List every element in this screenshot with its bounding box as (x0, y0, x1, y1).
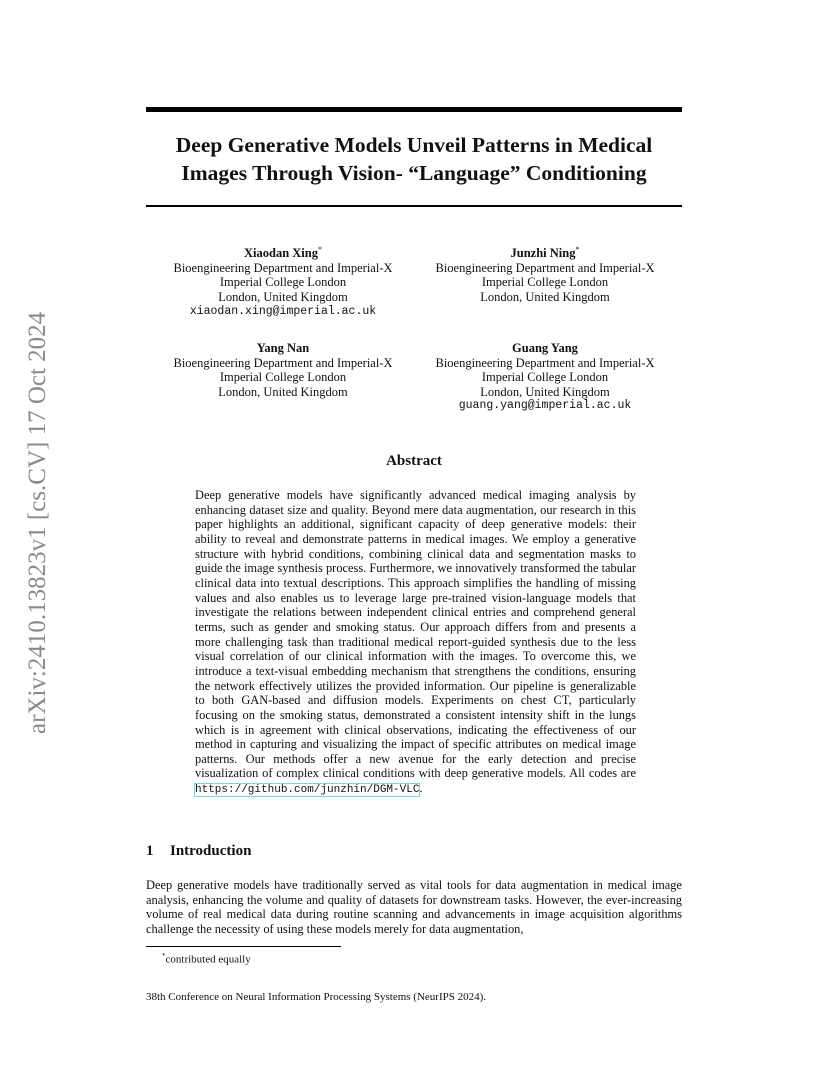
title-top-rule (146, 107, 682, 112)
author-block-yang (415, 341, 675, 414)
author-institution: Imperial College London (219, 275, 347, 290)
author-department: Bioengineering Department and Imperial-X (435, 355, 655, 370)
author-location: London, United Kingdom (480, 384, 610, 399)
abstract-body: Deep generative models have significantly advanced medical imaging analysis by enhancing dataset size and quality. Beyond mere data augmentation, our research in this paper highlights an additional, significant capacity of deep generative models: their ability to reveal and demonstrate patterns in medical images. We employ a generative structure with hybrid conditions, combining clinical data and segmentation masks to guide the image synthesis process. Furthermore, we innovatively transformed the tabular clinical data into textual descriptions. This approach simplifies the handling of missing values and also enables us to leverage large pre-trained vision-language models that investigate the relations between independent clinical entries and comprehend general terms, such as gender and smoking status. Our approach differs from and presents a more challenging task than traditional medical report-guided synthesis due to the less visual correlation of our clinical information with the images. To overcome this, we introduce a text-visual embedding mechanism that strengthens the conditions, ensuring the network effectively utilizes the provided information. Our pipeline is generalizable to both GAN-based and diffusion models. Experiments on chest CT, particularly focusing on the smoking status, demonstrated a consistent intensity shift in the lungs which is in agreement with clinical observations, indicating the effectiveness of our method in capturing and visualizing the impact of specific attributes on medical image patterns. Our methods offer a new avenue for the early detection and precise visualization of complex clinical conditions with deep generative models. All codes are https://github.com/junzhin/DGM-VLC. (195, 488, 636, 797)
author-department: Bioengineering Department and Imperial-X (435, 260, 655, 275)
author-name: Xiaodan Xing* (244, 245, 322, 261)
author-email[interactable]: guang.yang@imperial.ac.uk (458, 399, 632, 413)
conference-note: 38th Conference on Neural Information Processing Systems (NeurIPS 2024). (146, 991, 487, 1003)
author-institution: Imperial College London (481, 275, 609, 290)
author-name: Junzhi Ning* (510, 245, 580, 261)
author-block-ning (415, 243, 675, 305)
section-heading-introduction: 1 Introduction (146, 843, 252, 859)
author-location: London, United Kingdom (218, 289, 348, 304)
author-department: Bioengineering Department and Imperial-X (173, 355, 393, 370)
paper-title: Deep Generative Models Unveil Patterns in Medical Images Through Vision- “Language” Conditioning (175, 133, 653, 185)
introduction-paragraph: Deep generative models have traditionally served as vital tools for data augmentation in medical image analysis, enhancing the volume and quality of datasets for downstream tasks. However, the ever-increasing volume of real medical data during routine scanning and advancements in image acquisition algorithms challenge the necessity of using these models merely for data augmentation, (146, 878, 682, 937)
author-block-nan (153, 341, 413, 399)
author-email[interactable]: xiaodan.xing@imperial.ac.uk (189, 304, 377, 318)
author-institution: Imperial College London (481, 370, 609, 385)
author-name: Guang Yang (512, 341, 578, 355)
footnote-rule (146, 946, 341, 947)
author-name: Yang Nan (256, 341, 310, 355)
author-block-xing (153, 243, 413, 319)
abstract-heading: Abstract (386, 453, 442, 469)
author-location: London, United Kingdom (218, 384, 348, 399)
footnote: *contributed equally (162, 952, 251, 966)
title-bottom-rule (146, 205, 682, 207)
author-location: London, United Kingdom (480, 289, 610, 304)
code-repository-link[interactable]: https://github.com/junzhin/DGM-VLC (195, 784, 420, 797)
arxiv-identifier-stamp: arXiv:2410.13823v1 [cs.CV] 17 Oct 2024 (24, 311, 51, 735)
author-department: Bioengineering Department and Imperial-X (173, 260, 393, 275)
author-institution: Imperial College London (219, 370, 347, 385)
